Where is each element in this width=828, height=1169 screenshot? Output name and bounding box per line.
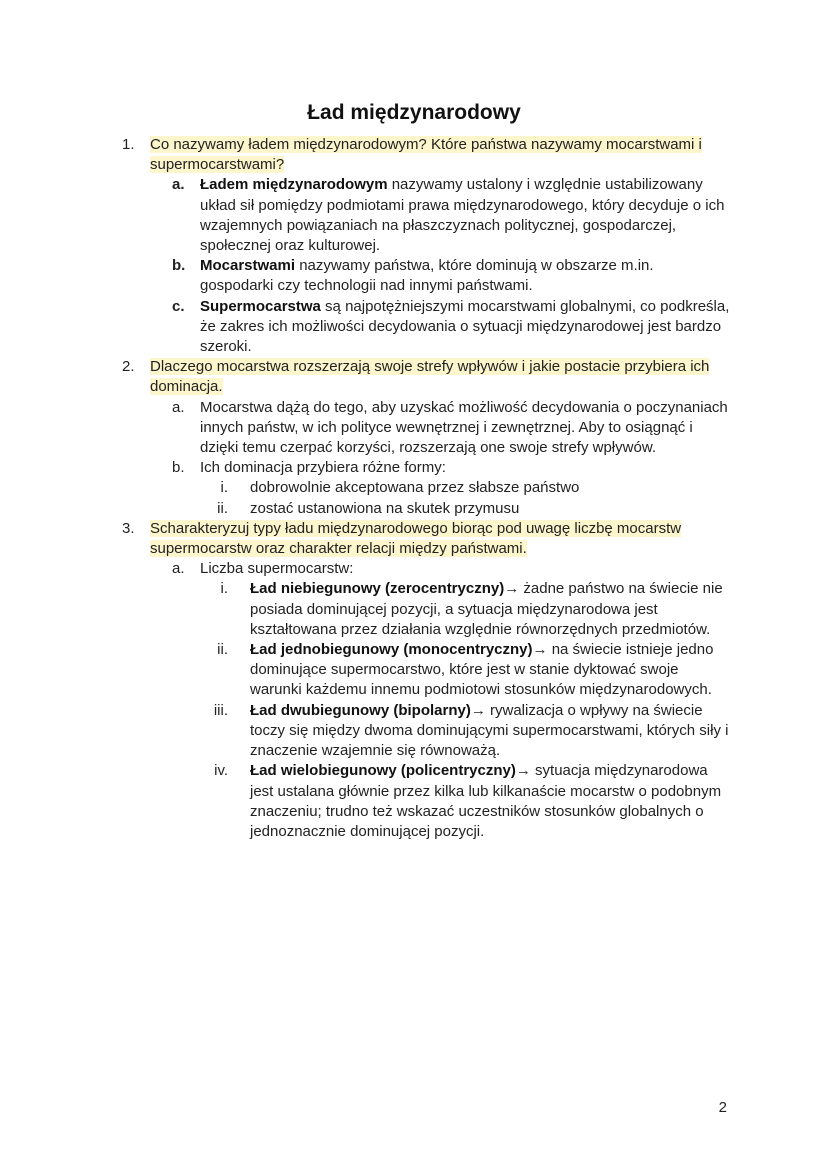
sub-list-item [0,579,828,640]
sub-list-item [0,761,828,842]
sub-list-item [0,640,828,701]
roman-number: iii. [213,701,228,719]
question-text: Co nazywamy ładem międzynarodowym? Które państwa nazywamy mocarstwami i supermocarstwami? [150,136,702,174]
roman-number: ii. [217,641,228,659]
answer-text: Ich dominacja przybiera różne formy: [200,459,446,477]
answer-item [0,175,828,256]
question-3 [0,519,828,559]
page-number: 2 [718,1099,727,1116]
order-type-term: Ład dwubiegunowy (bipolarny) [250,701,471,719]
question-1 [0,135,828,175]
answer-item [0,458,828,478]
sub-item-text: sytuacja międzynarodowa jest ustalana głównie przez kilka lub kilkanaście mocarstw o podobnym znaczeniu; trudno też wskazać uczestników stosunków globalnych o jednoznacznie dominującej pozycji. [250,762,722,840]
sub-item-text: rywalizacja o wpływy na świecie toczy się między dwoma dominującymi supermocarstwami, których siły i znaczenie wzajemnie się równoważą. [250,701,729,760]
answer-term: Supermocarstwa [200,297,321,315]
answer-letter: b. [172,459,185,477]
answer-term: Ładem międzynarodowym [200,176,388,194]
roman-number: iv. [214,762,228,780]
answer-item [0,297,828,358]
answer-letter: c. [172,297,185,315]
question-text: Scharakteryzuj typy ładu międzynarodowego biorąc pod uwagę liczbę mocarstw supermocarstw oraz charakter relacji między państwami. [150,519,682,558]
answer-text: nazywamy państwa, które dominują w obszarze m.in. gospodarki czy technologii nad innymi państwami. [200,257,654,295]
sub-item-text: dobrowolnie akceptowana przez słabsze państwo [250,479,580,497]
question-number: 1. [122,136,135,153]
answer-text: Mocarstwa dążą do tego, aby uzyskać możliwość decydowania o poczynaniach innych państw, w ich polityce wewnętrznej i zewnętrznej. Aby to osiągnąć i dzięki temu czerpać korzyści, rozszerzają one swoje strefy wpływów. [200,398,728,457]
answer-text: nazywamy ustalony i względnie ustabilizowany układ sił pomiędzy podmiotami prawa międzynarodowego, który decyduje o ich wzajemnych powiązaniach na płaszczyznach politycznej, gospodarczej, społecznej oraz kulturowej. [200,176,725,255]
page-title: Ład międzynarodowy [307,101,521,124]
answer-letter: a. [172,398,185,416]
arrow-icon: → [470,701,486,719]
order-type-term: Ład niebiegunowy (zerocentryczny) [250,580,505,598]
arrow-icon: → [504,580,520,598]
roman-number: ii. [217,499,228,517]
question-text: Dlaczego mocarstwa rozszerzają swoje strefy wpływów i jakie postacie przybiera ich dominacja. [150,358,710,396]
document-body [0,135,828,842]
answer-item [0,398,828,459]
order-type-term: Ład wielobiegunowy (policentryczny) [250,762,516,780]
answer-letter: a. [172,560,185,578]
sub-item-text: zostać ustanowiona na skutek przymusu [250,499,520,517]
sub-item-text: na świecie istnieje jedno dominujące supermocarstwo, które jest w stanie dyktować swoje warunki każdemu innemu podmiotowi stosunków międzynarodowych. [250,641,714,699]
arrow-icon: → [515,762,531,780]
answer-letter: b. [172,257,186,275]
arrow-icon: → [532,641,548,659]
sub-list-item [0,478,828,498]
answer-item [0,256,828,296]
question-2 [0,357,828,397]
roman-number: i. [220,580,228,598]
roman-number: i. [220,479,228,497]
question-number: 3. [122,519,135,537]
answer-text: są najpotężniejszymi mocarstwami globalnymi, co podkreśla, że zakres ich możliwości decydowania o sytuacji międzynarodowej jest bardzo szeroki. [200,297,730,356]
sub-item-text: żadne państwo na świecie nie posiada dominującej pozycji, a sytuacja międzynarodowa jest kształtowana przez działania względnie równorzędnych przedmiotów. [250,580,723,638]
answer-letter: a. [172,176,185,194]
order-type-term: Ład jednobiegunowy (monocentryczny) [250,641,533,659]
question-number: 2. [122,358,135,376]
answer-item [0,559,828,579]
answer-text: Liczba supermocarstw: [200,560,354,578]
sub-list-item [0,499,828,519]
answer-term: Mocarstwami [200,257,296,275]
sub-list-item [0,701,828,762]
